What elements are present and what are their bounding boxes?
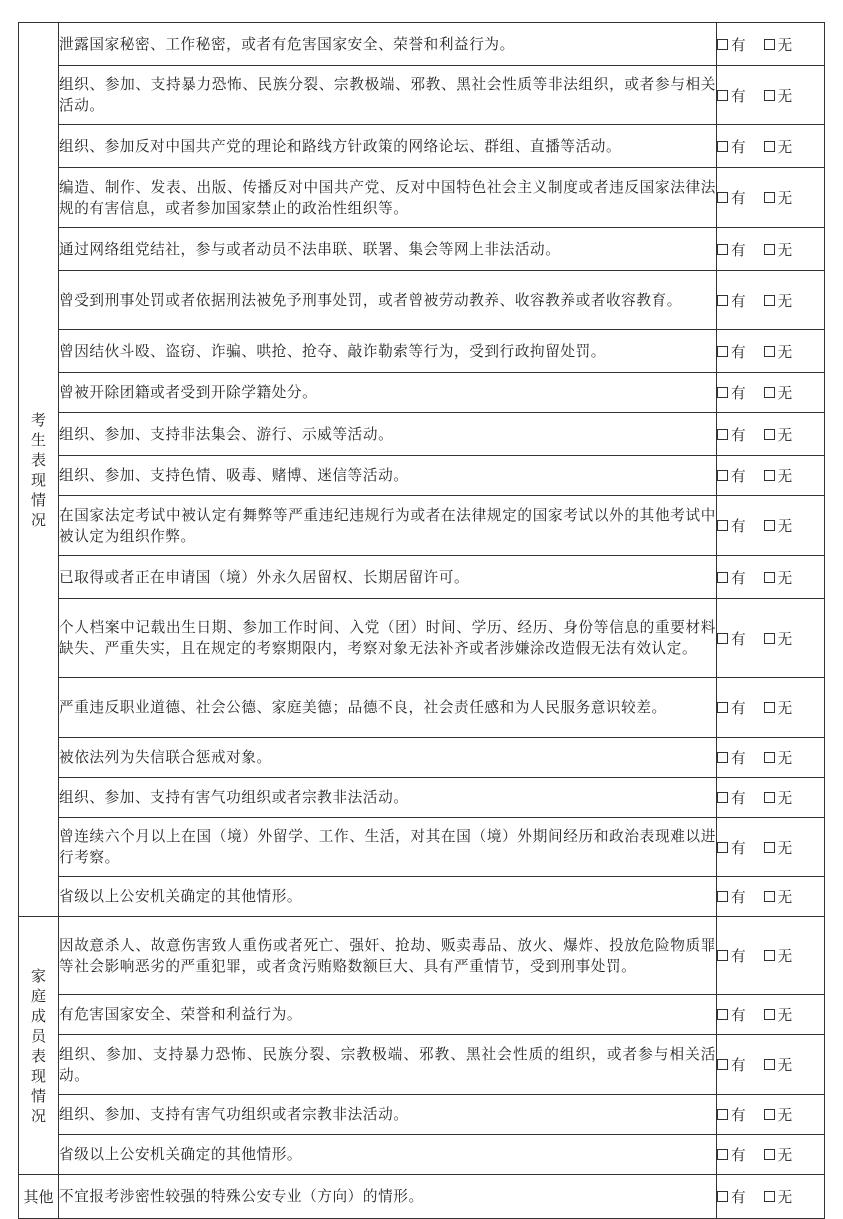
checkbox-square-icon[interactable]: [764, 1191, 775, 1202]
option-yes-checkbox[interactable]: [717, 290, 746, 311]
item-text: 组织、参加、支持色情、吸毒、赌博、迷信等活动。: [59, 456, 717, 496]
option-yes-label: 有: [731, 190, 746, 207]
item-text: 泄露国家秘密、工作秘密，或者有危害国家安全、荣誉和利益行为。: [59, 23, 717, 66]
option-no-checkbox[interactable]: [764, 34, 793, 55]
checkbox-square-icon[interactable]: [717, 244, 728, 255]
checkbox-square-icon[interactable]: [764, 842, 775, 853]
option-yes-checkbox[interactable]: [717, 1054, 746, 1075]
checkbox-square-icon[interactable]: [717, 1149, 728, 1160]
checkbox-square-icon[interactable]: [764, 520, 775, 531]
option-no-checkbox[interactable]: [764, 697, 793, 718]
option-no-checkbox[interactable]: [764, 1186, 793, 1207]
form-row: [19, 917, 825, 995]
item-text: 严重违反职业道德、社会公德、家庭美德；品德不良，社会责任感和为人民服务意识较差。: [59, 678, 717, 738]
item-text: 因故意杀人、故意伤害致人重伤或者死亡、强奸、抢劫、贩卖毒品、放火、爆炸、投放危险物质罪等社会影响恶劣的严重犯罪，或者贪污贿赂数额巨大、具有严重情节，受到刑事处罚。: [59, 917, 717, 995]
option-yes-checkbox[interactable]: [717, 424, 746, 445]
item-text: 编造、制作、发表、出版、传播反对中国共产党、反对中国特色社会主义制度或者违反国家法律法规的有害信息，或者参加国家禁止的政治性组织等。: [59, 168, 717, 228]
category-label: 家庭成员表现情况: [30, 966, 46, 1125]
item-text: 个人档案中记载出生日期、参加工作时间、入党（团）时间、学历、经历、身份等信息的重要材料缺失、严重失实，且在规定的考察期限内，考察对象无法补齐或者涉嫌涂改造假无法有效认定。: [59, 599, 717, 678]
option-yes-label: 有: [731, 36, 746, 54]
form-row: [19, 556, 825, 599]
option-yes-checkbox[interactable]: [717, 85, 746, 106]
option-no-label: 无: [777, 518, 793, 535]
checkbox-square-icon[interactable]: [717, 429, 728, 440]
option-yes-label: 有: [731, 889, 746, 906]
option-no-label: 无: [777, 1189, 793, 1206]
option-yes-label: 有: [731, 518, 746, 535]
option-no-label: 无: [777, 343, 793, 361]
category-label: 考生表现情况: [30, 410, 46, 529]
conduct-review-table: [18, 22, 825, 1219]
option-no-label: 无: [777, 241, 793, 259]
option-no-checkbox[interactable]: [764, 187, 793, 208]
option-yes-label: 有: [731, 468, 746, 485]
checkbox-square-icon[interactable]: [717, 387, 728, 398]
option-no-label: 无: [777, 426, 793, 444]
option-yes-label: 有: [731, 385, 746, 402]
options-cell: [717, 125, 825, 168]
item-text: 曾受到刑事处罚或者依据刑法被免予刑事处罚，或者曾被劳动教养、收容教养或者收容教育。: [59, 271, 717, 330]
option-no-label: 无: [777, 700, 793, 717]
form-row: [19, 1135, 825, 1175]
checkbox-square-icon[interactable]: [764, 429, 775, 440]
form-row: [19, 678, 825, 738]
options-cell: [717, 271, 825, 330]
option-yes-label: 有: [731, 700, 746, 717]
option-no-label: 无: [777, 1007, 793, 1024]
option-no-checkbox[interactable]: [764, 747, 793, 768]
option-yes-label: 有: [731, 630, 746, 648]
options-cell: [717, 456, 825, 496]
option-yes-checkbox[interactable]: [717, 515, 746, 536]
checkbox-square-icon[interactable]: [764, 90, 775, 101]
form-row: [19, 23, 825, 66]
option-no-label: 无: [777, 750, 793, 767]
option-no-checkbox[interactable]: [764, 1144, 793, 1165]
option-yes-checkbox[interactable]: [717, 34, 746, 55]
form-row: [19, 330, 825, 373]
item-text: 曾因结伙斗殴、盗窃、诈骗、哄抢、抢夺、敲诈勒索等行为，受到行政拘留处罚。: [59, 330, 717, 373]
option-no-label: 无: [777, 1107, 793, 1124]
form-row: [19, 456, 825, 496]
form-row: [19, 168, 825, 228]
option-no-label: 无: [777, 292, 793, 310]
option-yes-checkbox[interactable]: [717, 1186, 746, 1207]
options-cell: [717, 678, 825, 738]
option-yes-checkbox[interactable]: [717, 945, 746, 966]
options-cell: [717, 778, 825, 818]
options-cell: [717, 1095, 825, 1135]
option-no-checkbox[interactable]: [764, 515, 793, 536]
item-text: 组织、参加、支持暴力恐怖、民族分裂、宗教极端、邪教、黑社会性质等非法组织，或者参与相关活动。: [59, 66, 717, 125]
option-no-label: 无: [777, 889, 793, 906]
options-cell: [717, 66, 825, 125]
option-yes-label: 有: [731, 241, 746, 259]
option-no-checkbox[interactable]: [764, 382, 793, 403]
checkbox-square-icon[interactable]: [717, 1059, 728, 1070]
option-no-checkbox[interactable]: [764, 85, 793, 106]
checkbox-square-icon[interactable]: [717, 470, 728, 481]
option-yes-checkbox[interactable]: [717, 886, 746, 907]
option-yes-label: 有: [731, 1007, 746, 1024]
option-no-checkbox[interactable]: [764, 787, 793, 808]
option-no-label: 无: [777, 190, 793, 207]
form-row: [19, 271, 825, 330]
checkbox-square-icon[interactable]: [764, 752, 775, 763]
option-yes-checkbox[interactable]: [717, 1144, 746, 1165]
option-yes-checkbox[interactable]: [717, 567, 746, 588]
checkbox-square-icon[interactable]: [764, 470, 775, 481]
item-text: 组织、参加、支持有害气功组织或者宗教非法活动。: [59, 1095, 717, 1135]
checkbox-square-icon[interactable]: [764, 1009, 775, 1020]
option-no-label: 无: [777, 468, 793, 485]
checkbox-square-icon[interactable]: [717, 90, 728, 101]
form-row: [19, 1175, 825, 1219]
option-yes-checkbox[interactable]: [717, 382, 746, 403]
item-text: 组织、参加、支持有害气功组织或者宗教非法活动。: [59, 778, 717, 818]
category-label: 其他: [23, 1187, 54, 1206]
item-text: 组织、参加、支持暴力恐怖、民族分裂、宗教极端、邪教、黑社会性质的组织，或者参与相关活动。: [59, 1035, 717, 1095]
option-no-checkbox[interactable]: [764, 341, 793, 362]
item-text: 组织、参加反对中国共产党的理论和路线方针政策的网络论坛、群组、直播等活动。: [59, 125, 717, 168]
form-row: [19, 125, 825, 168]
options-cell: [717, 738, 825, 778]
checkbox-square-icon[interactable]: [717, 792, 728, 803]
checkbox-square-icon[interactable]: [717, 1109, 728, 1120]
option-yes-label: 有: [731, 750, 746, 767]
option-no-checkbox[interactable]: [764, 1104, 793, 1125]
checkbox-square-icon[interactable]: [764, 39, 775, 50]
option-yes-checkbox[interactable]: [717, 239, 746, 260]
checkbox-square-icon[interactable]: [717, 141, 728, 152]
checkbox-square-icon[interactable]: [764, 572, 775, 583]
item-text: 曾连续六个月以上在国（境）外留学、工作、生活，对其在国（境）外期间经历和政治表现难以进行考察。: [59, 818, 717, 877]
options-cell: [717, 1175, 825, 1219]
item-text: 组织、参加、支持非法集会、游行、示威等活动。: [59, 413, 717, 456]
checkbox-square-icon[interactable]: [764, 1059, 775, 1070]
option-no-checkbox[interactable]: [764, 136, 793, 157]
options-cell: [717, 556, 825, 599]
options-cell: [717, 917, 825, 995]
form-row: [19, 66, 825, 125]
category-cell: [19, 917, 59, 1175]
option-yes-checkbox[interactable]: [717, 747, 746, 768]
option-yes-label: 有: [731, 87, 746, 105]
option-yes-label: 有: [731, 790, 746, 807]
options-cell: [717, 23, 825, 66]
option-yes-label: 有: [731, 1057, 746, 1074]
option-yes-label: 有: [731, 426, 746, 444]
checkbox-square-icon[interactable]: [717, 752, 728, 763]
checkbox-square-icon[interactable]: [764, 702, 775, 713]
item-text: 在国家法定考试中被认定有舞弊等严重违纪违规行为或者在法律规定的国家考试以外的其他考试中被认定为组织作弊。: [59, 496, 717, 556]
option-yes-label: 有: [731, 839, 746, 857]
option-yes-label: 有: [731, 1189, 746, 1206]
review-form-sheet: [18, 22, 824, 1219]
item-text: 曾被开除团籍或者受到开除学籍处分。: [59, 373, 717, 413]
checkbox-square-icon[interactable]: [717, 39, 728, 50]
checkbox-square-icon[interactable]: [717, 295, 728, 306]
checkbox-square-icon[interactable]: [717, 950, 728, 961]
item-text: 已取得或者正在申请国（境）外永久居留权、长期居留许可。: [59, 556, 717, 599]
option-no-checkbox[interactable]: [764, 1054, 793, 1075]
option-no-checkbox[interactable]: [764, 628, 793, 649]
checkbox-square-icon[interactable]: [764, 792, 775, 803]
form-row: [19, 1035, 825, 1095]
option-yes-checkbox[interactable]: [717, 1004, 746, 1025]
checkbox-square-icon[interactable]: [764, 141, 775, 152]
checkbox-square-icon[interactable]: [764, 192, 775, 203]
options-cell: [717, 228, 825, 271]
options-cell: [717, 496, 825, 556]
checkbox-square-icon[interactable]: [764, 633, 775, 644]
checkbox-square-icon[interactable]: [764, 346, 775, 357]
options-cell: [717, 1035, 825, 1095]
options-cell: [717, 373, 825, 413]
option-yes-checkbox[interactable]: [717, 341, 746, 362]
option-no-label: 无: [777, 948, 793, 965]
checkbox-square-icon[interactable]: [717, 1191, 728, 1202]
item-text: 省级以上公安机关确定的其他情形。: [59, 877, 717, 917]
option-no-label: 无: [777, 839, 793, 857]
option-no-label: 无: [777, 1057, 793, 1074]
category-cell: [19, 23, 59, 917]
option-yes-label: 有: [731, 948, 746, 965]
option-no-label: 无: [777, 790, 793, 807]
option-no-checkbox[interactable]: [764, 239, 793, 260]
options-cell: [717, 818, 825, 877]
form-row: [19, 228, 825, 271]
checkbox-square-icon[interactable]: [764, 295, 775, 306]
checkbox-square-icon[interactable]: [764, 891, 775, 902]
option-yes-checkbox[interactable]: [717, 136, 746, 157]
form-row: [19, 599, 825, 678]
checkbox-square-icon[interactable]: [764, 244, 775, 255]
options-cell: [717, 1135, 825, 1175]
options-cell: [717, 168, 825, 228]
checkbox-square-icon[interactable]: [764, 950, 775, 961]
form-row: [19, 373, 825, 413]
form-row: [19, 995, 825, 1035]
form-row: [19, 738, 825, 778]
option-no-label: 无: [777, 1147, 793, 1164]
option-yes-checkbox[interactable]: [717, 697, 746, 718]
checkbox-square-icon[interactable]: [717, 842, 728, 853]
options-cell: [717, 413, 825, 456]
option-no-checkbox[interactable]: [764, 1004, 793, 1025]
option-no-checkbox[interactable]: [764, 424, 793, 445]
option-yes-label: 有: [731, 343, 746, 361]
option-yes-checkbox[interactable]: [717, 1104, 746, 1125]
option-yes-label: 有: [731, 569, 746, 587]
item-text: 省级以上公安机关确定的其他情形。: [59, 1135, 717, 1175]
option-yes-checkbox[interactable]: [717, 628, 746, 649]
checkbox-square-icon[interactable]: [717, 702, 728, 713]
option-no-label: 无: [777, 138, 793, 156]
option-no-label: 无: [777, 87, 793, 105]
form-row: [19, 413, 825, 456]
checkbox-square-icon[interactable]: [717, 346, 728, 357]
option-no-checkbox[interactable]: [764, 567, 793, 588]
option-no-checkbox[interactable]: [764, 837, 793, 858]
checkbox-square-icon[interactable]: [717, 572, 728, 583]
checkbox-square-icon[interactable]: [717, 192, 728, 203]
checkbox-square-icon[interactable]: [717, 1009, 728, 1020]
option-yes-checkbox[interactable]: [717, 787, 746, 808]
checkbox-square-icon[interactable]: [764, 1109, 775, 1120]
category-cell: [19, 1175, 59, 1219]
item-text: 有危害国家安全、荣誉和利益行为。: [59, 995, 717, 1035]
option-no-label: 无: [777, 630, 793, 648]
option-no-label: 无: [777, 385, 793, 402]
form-row: [19, 1095, 825, 1135]
checkbox-square-icon[interactable]: [764, 387, 775, 398]
option-yes-label: 有: [731, 138, 746, 156]
option-yes-label: 有: [731, 292, 746, 310]
options-cell: [717, 877, 825, 917]
option-no-label: 无: [777, 36, 793, 54]
option-yes-label: 有: [731, 1147, 746, 1164]
item-text: 通过网络组党结社，参与或者动员不法串联、联署、集会等网上非法活动。: [59, 228, 717, 271]
checkbox-square-icon[interactable]: [764, 1149, 775, 1160]
option-no-checkbox[interactable]: [764, 886, 793, 907]
option-no-checkbox[interactable]: [764, 945, 793, 966]
options-cell: [717, 995, 825, 1035]
option-no-checkbox[interactable]: [764, 290, 793, 311]
form-row: [19, 818, 825, 877]
item-text: 被依法列为失信联合惩戒对象。: [59, 738, 717, 778]
option-yes-checkbox[interactable]: [717, 187, 746, 208]
checkbox-square-icon[interactable]: [717, 633, 728, 644]
form-row: [19, 778, 825, 818]
options-cell: [717, 330, 825, 373]
checkbox-square-icon[interactable]: [717, 520, 728, 531]
option-yes-checkbox[interactable]: [717, 465, 746, 486]
form-row: [19, 877, 825, 917]
option-no-label: 无: [777, 569, 793, 587]
option-no-checkbox[interactable]: [764, 465, 793, 486]
option-yes-checkbox[interactable]: [717, 837, 746, 858]
form-row: [19, 496, 825, 556]
option-yes-label: 有: [731, 1107, 746, 1124]
checkbox-square-icon[interactable]: [717, 891, 728, 902]
options-cell: [717, 599, 825, 678]
item-text: 不宜报考涉密性较强的特殊公安专业（方向）的情形。: [59, 1175, 717, 1219]
